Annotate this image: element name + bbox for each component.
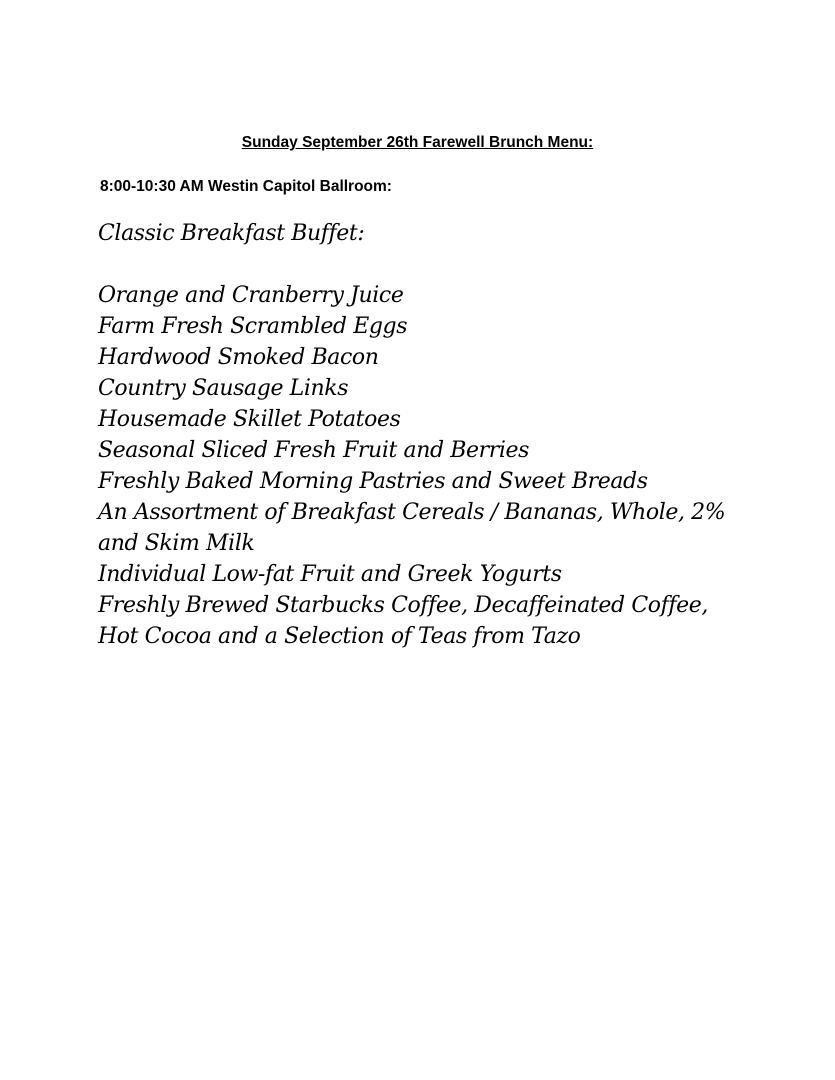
menu-item: Individual Low-fat Fruit and Greek Yogurts xyxy=(98,562,562,587)
page-title: Sunday September 26th Farewell Brunch Menu: xyxy=(241,134,594,151)
menu-item: Country Sausage Links xyxy=(98,376,349,401)
menu-item: Freshly Brewed Starbucks Coffee, Decaffeinated Coffee, Hot Cocoa and a Selection of Teas from Tazo xyxy=(98,593,708,649)
menu-item: Freshly Baked Morning Pastries and Sweet Breads xyxy=(98,469,648,494)
menu-item: Orange and Cranberry Juice xyxy=(98,283,404,308)
time-location: 8:00-10:30 AM Westin Capitol Ballroom: xyxy=(100,178,392,195)
menu-item-list xyxy=(98,280,738,652)
buffet-heading: Classic Breakfast Buffet: xyxy=(98,221,365,246)
menu-item: Hardwood Smoked Bacon xyxy=(98,345,379,370)
menu-item: Farm Fresh Scrambled Eggs xyxy=(98,314,408,339)
menu-item: An Assortment of Breakfast Cereals / Bananas, Whole, 2% and Skim Milk xyxy=(98,500,726,556)
menu-item: Housemade Skillet Potatoes xyxy=(98,407,401,432)
menu-item: Seasonal Sliced Fresh Fruit and Berries xyxy=(98,438,530,463)
